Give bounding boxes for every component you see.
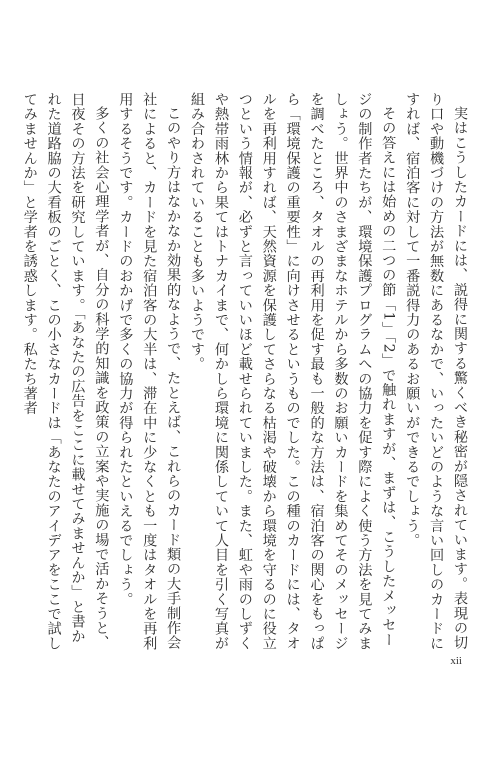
paragraph-3: このやり方はなかなか効果的なようで、たとえば、これらのカード類の大手制作会社によると、カードを見た宿泊客の大半は、滞在中に少なくとも一度はタオルを再利用するそうです。カードのおかげで多くの協力が得られたといえるでしょう。 (117, 92, 182, 651)
paragraph-1: 実はこうしたカードには、説得に関する驚くべき秘密が隠されています。表現の切り口や動機づけの方法が無数にあるなかで、いったいどのような言い回しのカードにすれば、宿泊客に対して一番説得力のあるお願いができるでしょう。 (404, 92, 468, 651)
page-number: xii (450, 655, 462, 667)
paragraph-2: その答えには始めの二つの節「1」「2」で触れますが、まずは、こうしたメッセージの制作者たちが、環境保護プログラムへの協力を促す際によく使う方法を見てみましょう。世界中のさまざまなホテルから多数のお願いカードを集めてそのメッセージを調べたところ、タオルの再利用を促す最も一般的な方法は、宿泊客の関心をもっぱら「環境保護の重要性」に向けさせるというものでした。この種のカードには、タオルを再利用すれば、天然資源を保護してさらなる枯渇や破壊から環境を守るのに役立つという情報が、必ずと言っていいほど載せられていました。また、虹や雨のしずくや熱帯雨林から果てはトナカイまで、何かしら環境に関係していて人目を引く写真が組み合わされていることも多いようです。 (189, 92, 397, 651)
vertical-body-text (21, 92, 471, 652)
paragraph-4: 多くの社会心理学者が、自分の科学的知識を政策の立案や実施の場で活かそうと、日夜その方法を研究しています。「あなたの広告をここに載せてみませんか」と書かれた道路脇の大看板のごとく、この小さなカードは「あなたのアイデアをここで試してみませんか」と学者を誘惑します。私たち著者 (21, 92, 110, 651)
